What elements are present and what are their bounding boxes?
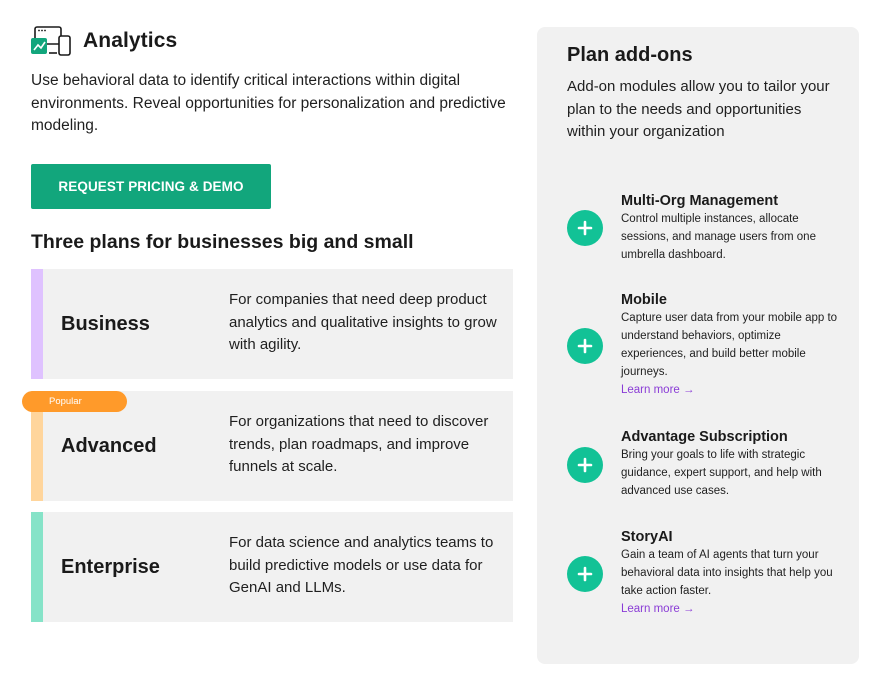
addon-title: Multi-Org Management (621, 193, 779, 209)
plan-description: For data science and analytics teams to build predictive models or use data for GenAI and LLMs. (229, 534, 494, 596)
plan-accent-bar (31, 269, 43, 379)
plan-accent-bar (31, 512, 43, 622)
request-pricing-demo-button[interactable]: REQUEST PRICING & DEMO (31, 164, 271, 209)
plan-description: For companies that need deep product analytics and qualitative insights to grow with agility. (229, 291, 497, 353)
product-title: Analytics (83, 29, 178, 52)
learn-more-link[interactable]: Learn more → (621, 603, 695, 615)
product-section (31, 26, 513, 596)
popular-badge: Popular (22, 391, 127, 412)
analytics-devices-icon (31, 26, 73, 56)
plus-icon[interactable] (567, 210, 603, 246)
addon-content (621, 291, 841, 399)
addons-intro: Add-on modules allow you to tailor your plan to the needs and opportunities within your organization (567, 78, 830, 140)
plus-icon[interactable] (567, 447, 603, 483)
addon-description: Gain a team of AI agents that turn your behavioral data into insights that help you take action faster. (621, 549, 833, 597)
addon-title: StoryAI (621, 529, 673, 545)
product-description: Use behavioral data to identify critical interactions within digital environments. Reveal opportunities for personalization and predictive modeling. (31, 72, 506, 134)
addon-content (621, 428, 841, 500)
learn-more-link[interactable]: Learn more → (621, 384, 695, 396)
plus-icon[interactable] (567, 328, 603, 364)
addon-description: Capture user data from your mobile app to understand behaviors, optimize experiences, and build better mobile journeys. (621, 312, 838, 378)
addons-title: Plan add-ons (567, 44, 693, 66)
product-header (31, 26, 513, 56)
plan-description: For organizations that need to discover trends, plan roadmaps, and improve funnels at scale. (229, 413, 489, 475)
addon-content (621, 528, 841, 618)
addon-description: Bring your goals to life with strategic guidance, expert support, and help with advanced use cases. (621, 449, 822, 497)
addon-description: Control multiple instances, allocate sessions, and manage users from one umbrella dashboard. (621, 213, 816, 261)
addon-title: Mobile (621, 292, 667, 308)
plan-name: Business (61, 312, 150, 335)
plan-name: Advanced (61, 434, 157, 457)
plans-heading: Three plans for businesses big and small (31, 231, 414, 253)
addon-content (621, 192, 841, 264)
plan-name: Enterprise (61, 555, 160, 578)
plan-card-business (31, 269, 513, 379)
addon-title: Advantage Subscription (621, 429, 788, 445)
plus-icon[interactable] (567, 556, 603, 592)
plan-addons-panel (537, 27, 859, 664)
plan-card-enterprise (31, 512, 513, 622)
